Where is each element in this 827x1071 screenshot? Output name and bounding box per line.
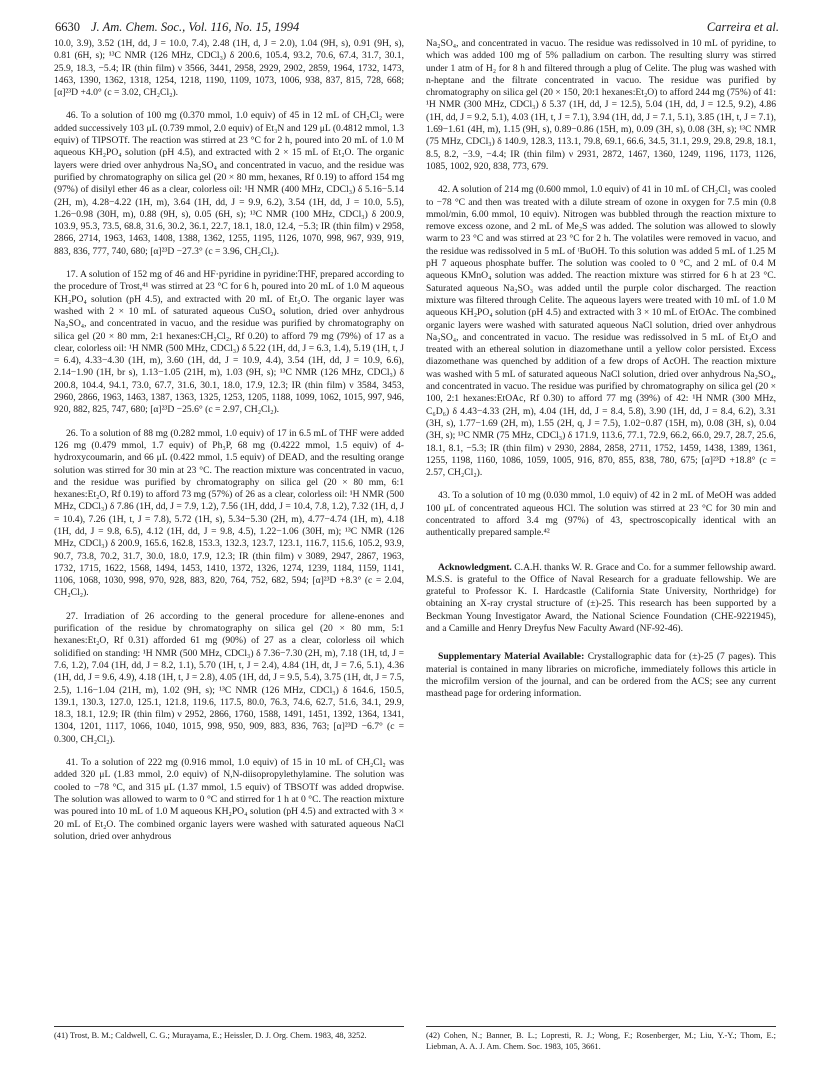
supplementary-text: Crystallographic data for (±)-25 (7 pages). This material is contained in many libraries on microfiche, immediately follows this article in the microfilm version of the journal, and can be ordered from the ACS; see any current masthead page for ordering information. bbox=[426, 651, 776, 700]
acknowledgment bbox=[426, 562, 776, 636]
procedure-17: 17. A solution of 152 mg of 46 and HF·pyridine in pyridine:THF, prepared according to the procedure of Trost,⁴¹ was stirred at 23 °C for 6 h, poured into 20 mL of 1.0 M aqueous KH₂PO₄ solution (pH 4.5), and extracted with 20 mL of Et₂O. The organic layer was washed with 2 × 10 mL of saturated aqueous CuSO₄ solution, dried over anhydrous Na₂SO₄, and concentrated in vacuo, and the residue was purified by chromatography on silica gel (20 × 80 mm, 2:1 hexanes:CH₂Cl₂, Rf 0.20) to afford 79 mg (79%) of 17 as a clear, colorless oil: ¹H NMR (500 MHz, CDCl₃) δ 5.22 (1H, dd, J = 6.3, 1.4), 5.19 (1H, t, J = 6.4), 4.33−4.30 (1H, m), 3.60 (1H, dd, J = 10.9, 4.4), 3.54 (1H, dd, J = 10.9, 6.6), 2.14−1.90 (1H, br s), 1.13−1.05 (21H, m), 1.03 (9H, s); ¹³C NMR (126 MHz, CDCl₃) δ 200.8, 104.4, 94.1, 73.0, 67.7, 31.6, 30.1, 18.0, 17.9, 12.3; IR (thin film) ν 3584, 3453, 2960, 2866, 1963, 1463, 1387, 1363, 1325, 1253, 1205, 1188, 1099, 1062, 1015, 997, 946, 920, 882, 825, 747, 680; [α]²³D −25.6° (c = 2.97, CH₂Cl₂). bbox=[54, 269, 404, 416]
acknowledgment-heading: Acknowledgment. bbox=[438, 561, 512, 573]
procedure-43: 43. To a solution of 10 mg (0.030 mmol, 1.0 equiv) of 42 in 2 mL of MeOH was added 100 μL of concentrated aqueous HCl. The solution was stirred at 23 °C for 30 min and concentrated to afford 3.4 mg (97%) of 43, spectroscopically identical with an authentically prepared sample.⁴² bbox=[426, 490, 776, 539]
footnote-42: (42) Cohen, N.; Banner, B. L.; Lopresti, R. J.; Wong, F.; Rosenberger, M.; Liu, Y.-Y.; Thom, E.; Liebman, A. A. J. Am. Chem. Soc. 1983, 105, 3661. bbox=[426, 1026, 776, 1052]
paragraph-continued: 10.0, 3.9), 3.52 (1H, dd, J = 10.0, 7.4), 2.48 (1H, d, J = 2.0), 1.04 (9H, s), 0.91 (9H, s), 0.81 (6H, s); ¹³C NMR (126 MHz, CDCl₃) δ 200.6, 105.4, 93.2, 70.6, 67.4, 31.7, 30.1, 25.9, 18.3, −5.4; IR (thin film) ν 3566, 3441, 2958, 2929, 2902, 2859, 1964, 1732, 1473, 1463, 1390, 1362, 1318, 1254, 1218, 1190, 1109, 1073, 1006, 938, 837, 815, 728, 668; [α]²³D +4.0° (c = 3.02, CH₂Cl₂). bbox=[54, 38, 404, 99]
procedure-41: 41. To a solution of 222 mg (0.916 mmol, 1.0 equiv) of 15 in 10 mL of CH₂Cl₂ was added 320 μL (1.83 mmol, 2.0 equiv) of N,N-diisopropylethylamine. The solution was cooled to −78 °C, and 315 μL (1.37 mmol, 1.5 equiv) of TBSOTf was added dropwise. The solution was allowed to warm to 0 °C and stirred for 1 h at 0 °C. The reaction mixture was poured into 10 mL of 1.0 M aqueous KH₂PO₄ solution (pH 4.5) and extracted with 3 × 20 mL of Et₂O. The combined organic layers were washed with saturated aqueous NaCl solution, dried over anhydrous bbox=[54, 757, 404, 842]
procedure-42: 42. A solution of 214 mg (0.600 mmol, 1.0 equiv) of 41 in 10 mL of CH₂Cl₂ was cooled to −78 °C and then was treated with a dilute stream of ozone in oxygen for 7.5 min (0.8 mmol/min, 6.00 mmol, 10 equiv). Nitrogen was bubbled through the reaction mixture to remove excess ozone, and 2 mL of Me₂S was added. The solution was allowed to slowly warm to 23 °C and was stirred at 23 °C for 2 h. The volatiles were removed in vacuo, and the residue was redissolved in 5 mL of ᵗBuOH. To this solution was added 5 mL of 1.25 M pH 7 aqueous phosphate buffer. The solution was cooled to 0 °C, and 2 mL of 0.4 M aqueous KMnO₄ solution was added. The reaction mixture was stirred for 6 h at 23 °C. Saturated aqueous Na₂SO₃ was added until the purple color discharged. The reaction mixture was filtered through Celite. The aqueous layers were treated with 10 mL of 1.0 M aqueous KH₂PO₄ solution (pH 4.5) and extracted with 3 × 10 mL of EtOAc. The combined organic layers were washed with saturated aqueous NaCl solution, dried over anhydrous Na₂SO₄, and concentrated in vacuo. The residue was redissolved in 5 mL of Et₂O and treated with an ethereal solution in diazomethane until a yellow color persisted. Excess diazomethane was quenched by addition of a few drops of AcOH. The reaction mixture was washed with 5 mL of saturated aqueous NaCl solution, dried over anhydrous Na₂SO₄, and concentrated in vacuo. The residue was purified by chromatography on silica gel (20 × 100, 2:1 hexanes:EtOAc, Rf 0.30) to afford 77 mg (39%) of 42: ¹H NMR (300 MHz, C₆D₆) δ 4.43−4.33 (2H, m), 4.04 (1H, dd, J = 8.4, 5.8), 3.90 (1H, dd, J = 8.4, 6.2), 3.31 (3H, s), 1.77−1.69 (2H, m), 1.55 (2H, q, J = 7.5), 1.02−0.87 (15H, m), 0.08 (3H, s), 0.04 (3H, s); ¹³C NMR (75 MHz, CDCl₃) δ 171.9, 113.6, 77.1, 72.9, 66.2, 66.0, 29.7, 28.7, 25.6, 18.1, 8.1, −5.3; IR (thin film) ν 2930, 2884, 2858, 2711, 1752, 1459, 1438, 1389, 1361, 1255, 1198, 1160, 1086, 1059, 1005, 916, 870, 855, 838, 780, 675; [α]²³D +18.8° (c = 2.57, CH₂Cl₂). bbox=[426, 184, 776, 479]
procedure-27: 27. Irradiation of 26 according to the general procedure for allene-enones and purification of the residue by chromatography on silica gel (20 × 80 mm, 5:1 hexanes:Et₂O, Rf 0.31) afforded 61 mg (90%) of 27 as a clear, colorless oil which solidified on standing: ¹H NMR (500 MHz, CDCl₃) δ 7.36−7.30 (2H, m), 7.18 (1H, td, J = 7.6, 1.2), 7.04 (1H, dd, J = 8.2, 1.1), 5.70 (1H, t, J = 2.4), 4.84 (1H, dt, J = 7.6, 5.1), 4.36 (1H, dd, J = 9.6, 4.9), 4.18 (1H, t, J = 2.8), 4.05 (1H, dd, J = 9.5, 5.4), 3.75 (1H, dt, J = 7.5, 2.5), 1.16−1.04 (21H, m), 1.02 (9H, s); ¹³C NMR (126 MHz, CDCl₃) δ 164.6, 150.5, 139.1, 130.3, 127.0, 125.1, 121.8, 119.6, 117.5, 80.0, 76.3, 74.6, 62.7, 51.6, 34.1, 29.9, 18.3, 18.1, 12.9; IR (thin film) ν 2952, 2866, 1760, 1588, 1491, 1451, 1392, 1364, 1341, 1304, 1201, 1117, 1066, 1040, 1015, 998, 950, 909, 883, 836, 763; [α]²³D −6.7° (c = 0.300, CH₂Cl₂). bbox=[54, 610, 404, 745]
page-number: 6630 bbox=[55, 20, 80, 34]
left-column bbox=[54, 38, 404, 854]
supplementary-material bbox=[426, 651, 776, 700]
journal-citation: J. Am. Chem. Soc., Vol. 116, No. 15, 1994 bbox=[91, 20, 300, 34]
procedure-26: 26. To a solution of 88 mg (0.282 mmol, 1.0 equiv) of 17 in 6.5 mL of THF were added 126 mg (0.479 mmol, 1.7 equiv) of Ph₃P, 68 mg (0.4222 mmol, 1.5 equiv) of 4-hydroxycoumarin, and 66 μL (0.422 mmol, 1.5 equiv) of DEAD, and the resulting orange solution was stirred for 30 min at 23 °C. The reaction mixture was concentrated in vacuo, and the residue was purified by chromatography on silica gel (20 × 80 mm, 6:1 hexanes:Et₂O, Rf 0.19) to afford 73 mg (57%) of 26 as a clear, colorless oil: ¹H NMR (500 MHz, CDCl₃) δ 7.86 (1H, dd, J = 7.9, 1.2), 7.56 (1H, ddd, J = 10.4, 7.8, 1.2), 7.32 (1H, d, J = 10.4), 7.26 (1H, t, J = 7.8), 5.72 (1H, s), 5.34−5.30 (2H, m), 4.77−4.74 (1H, m), 4.18 (1H, dd, J = 9.8, 6.5), 4.12 (1H, dd, J = 9.8, 4.5), 1.22−1.06 (30H, m); ¹³C NMR (126 MHz, CDCl₃) δ 200.9, 165.6, 162.8, 153.3, 132.3, 123.7, 123.1, 116.7, 115.6, 105.2, 93.9, 90.7, 73.8, 70.2, 31.7, 30.0, 18.0, 17.9, 12.3; IR (thin film) ν 3089, 2947, 2867, 1963, 1732, 1715, 1622, 1568, 1494, 1453, 1410, 1372, 1326, 1274, 1239, 1184, 1159, 1141, 1106, 1068, 1030, 998, 970, 928, 883, 820, 764, 752, 682, 594; [α]²³D +8.3° (c = 2.04, CH₂Cl₂). bbox=[54, 427, 404, 599]
running-header bbox=[55, 20, 779, 40]
footnote-41: (41) Trost, B. M.; Caldwell, C. G.; Murayama, E.; Heissler, D. J. Org. Chem. 1983, 48, 3252. bbox=[54, 1026, 404, 1041]
procedure-41-continued: Na₂SO₄, and concentrated in vacuo. The residue was redissolved in 10 mL of pyridine, to which was added 100 mg of 5% palladium on carbon. The resulting slurry was stirred under 1 atm of H₂ for 8 h and filtered through a plug of Celite. The plug was washed with n-heptane and the filtrate concentrated in vacuo. The residue was purified by chromatography on silica gel (20 × 150, 20:1 hexanes:Et₂O) to afford 244 mg (75%) of 41: ¹H NMR (300 MHz, CDCl₃) δ 5.37 (1H, dd, J = 12.5), 5.04 (1H, dd, J = 12.5, 9.2), 4.86 (1H, dd, J = 9.2, 5.1), 4.03 (1H, t, J = 7.1), 3.94 (1H, dd, J = 7.1, 5.1), 3.85 (1H, t, J = 7.1), 1.69−1.61 (4H, m), 1.15 (9H, s), 0.89−0.86 (15H, m), 0.09 (3H, s), 0.08 (3H, s); ¹³C NMR (75 MHz, CDCl₃) δ 140.9, 128.3, 113.1, 79.8, 69.1, 66.6, 34.5, 31.1, 29.9, 29.8, 29.8, 18.1, 8.5, 8.2, −3.9, −4.4; IR (thin film) ν 2931, 2872, 1467, 1360, 1249, 1196, 1173, 1126, 1085, 1002, 920, 838, 773, 679. bbox=[426, 38, 776, 172]
running-authors: Carreira et al. bbox=[706, 20, 779, 34]
supplementary-heading: Supplementary Material Available: bbox=[438, 651, 585, 663]
right-column bbox=[426, 38, 776, 712]
acknowledgment-text: C.A.H. thanks W. R. Grace and Co. for a summer fellowship award. M.S.S. is grateful to the Office of Naval Research for a graduate fellowship. We are grateful to Professor K. I. Hardcastle (California State University, Northridge) for obtaining an X-ray crystal structure of (±)-25. This research has been supported by a Beckman Young Investigator Award, the National Science Foundation (CHE-9221945), and a Camille and Henry Dreyfus New Faculty Award (NF-92-46). bbox=[426, 561, 776, 635]
procedure-46: 46. To a solution of 100 mg (0.370 mmol, 1.0 equiv) of 45 in 12 mL of CH₂Cl₂ were added successively 103 μL (0.739 mmol, 2.0 equiv) of Et₃N and 129 μL (0.4812 mmol, 1.3 equiv) of TIPSOTf. The reaction was stirred at 23 °C for 2 h, poured into 20 mL of 1.0 M aqueous KH₂PO₄ solution (pH 4.5), and extracted with 2 × 15 mL of Et₂O. The organic layers were dried over anhydrous Na₂SO₄ and concentrated in vacuo, and the residue was purified by chromatography on silica gel (20 × 80 mm, hexanes, Rf 0.19) to afford 154 mg (97%) of disilyl ether 46 as a clear, colorless oil: ¹H NMR (400 MHz, CDCl₃) δ 5.16−5.14 (2H, m), 4.28−4.22 (1H, m), 3.64 (1H, dd, J = 9.9, 6.2), 3.54 (1H, dd, J = 10.0, 5.5), 1.26−0.98 (30H, m), 0.88 (9H, s), 0.05 (6H, s); ¹³C NMR (100 MHz, CDCl₃) δ 200.9, 103.9, 95.3, 73.5, 68.8, 31.6, 30.2, 36.1, 22.7, 18.1, 18.0, 12.4, −5.3; IR (thin film) ν 2958, 2866, 2714, 1963, 1463, 1408, 1388, 1362, 1255, 1195, 1126, 1070, 998, 967, 939, 919, 883, 836, 777, 740, 680; [α]²³D −27.3° (c = 3.96, CH₂Cl₂). bbox=[54, 110, 404, 257]
